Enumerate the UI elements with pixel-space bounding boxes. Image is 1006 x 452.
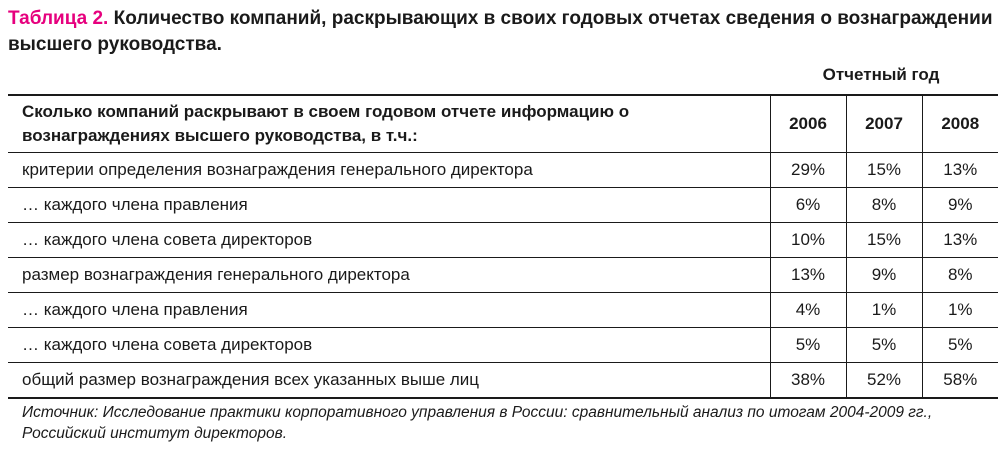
disclosure-table	[8, 94, 998, 399]
table-row	[8, 153, 998, 188]
year-header-2007: 2007	[846, 95, 922, 153]
cell-value: 1%	[922, 293, 998, 328]
cell-value: 15%	[846, 223, 922, 258]
year-header-2006: 2006	[770, 95, 846, 153]
cell-value: 1%	[846, 293, 922, 328]
period-header: Отчетный год	[822, 65, 940, 84]
cell-value: 8%	[922, 258, 998, 293]
table-row	[8, 223, 998, 258]
cell-value: 58%	[922, 363, 998, 399]
cell-value: 38%	[770, 363, 846, 399]
row-label: … каждого члена правления	[8, 293, 770, 328]
table-row	[8, 293, 998, 328]
row-label: … каждого члена совета директоров	[8, 328, 770, 363]
row-label: … каждого члена совета директоров	[8, 223, 770, 258]
cell-value: 4%	[770, 293, 846, 328]
row-header-cell: Сколько компаний раскрывают в своем годовом отчете информацию о вознаграждениях высшего руководства, в т.ч.:	[8, 95, 770, 153]
cell-value: 5%	[770, 328, 846, 363]
table-title-text: Количество компаний, раскрывающих в своих годовых отчетах сведения о вознаграждении высшего руководства.	[8, 8, 993, 55]
table-row	[8, 258, 998, 293]
cell-value: 9%	[846, 258, 922, 293]
cell-value: 10%	[770, 223, 846, 258]
cell-value: 5%	[846, 328, 922, 363]
table-row	[8, 188, 998, 223]
source-note: Источник: Исследование практики корпоративного управления в России: сравнительный анализ по итогам 2004-2009 гг., Российский институт директоров.	[22, 404, 933, 442]
table-title-label: Таблица 2.	[8, 8, 109, 29]
row-label: критерии определения вознаграждения генерального директора	[8, 153, 770, 188]
row-label: размер вознаграждения генерального директора	[8, 258, 770, 293]
table-title	[8, 6, 998, 58]
table-header-row	[8, 95, 998, 153]
cell-value: 13%	[922, 153, 998, 188]
row-label: … каждого члена правления	[8, 188, 770, 223]
cell-value: 13%	[922, 223, 998, 258]
year-header-2008: 2008	[922, 95, 998, 153]
cell-value: 29%	[770, 153, 846, 188]
cell-value: 5%	[922, 328, 998, 363]
row-label: общий размер вознаграждения всех указанных выше лиц	[8, 363, 770, 399]
cell-value: 52%	[846, 363, 922, 399]
cell-value: 6%	[770, 188, 846, 223]
cell-value: 9%	[922, 188, 998, 223]
table-row	[8, 363, 998, 399]
cell-value: 15%	[846, 153, 922, 188]
cell-value: 13%	[770, 258, 846, 293]
table-row	[8, 328, 998, 363]
cell-value: 8%	[846, 188, 922, 223]
